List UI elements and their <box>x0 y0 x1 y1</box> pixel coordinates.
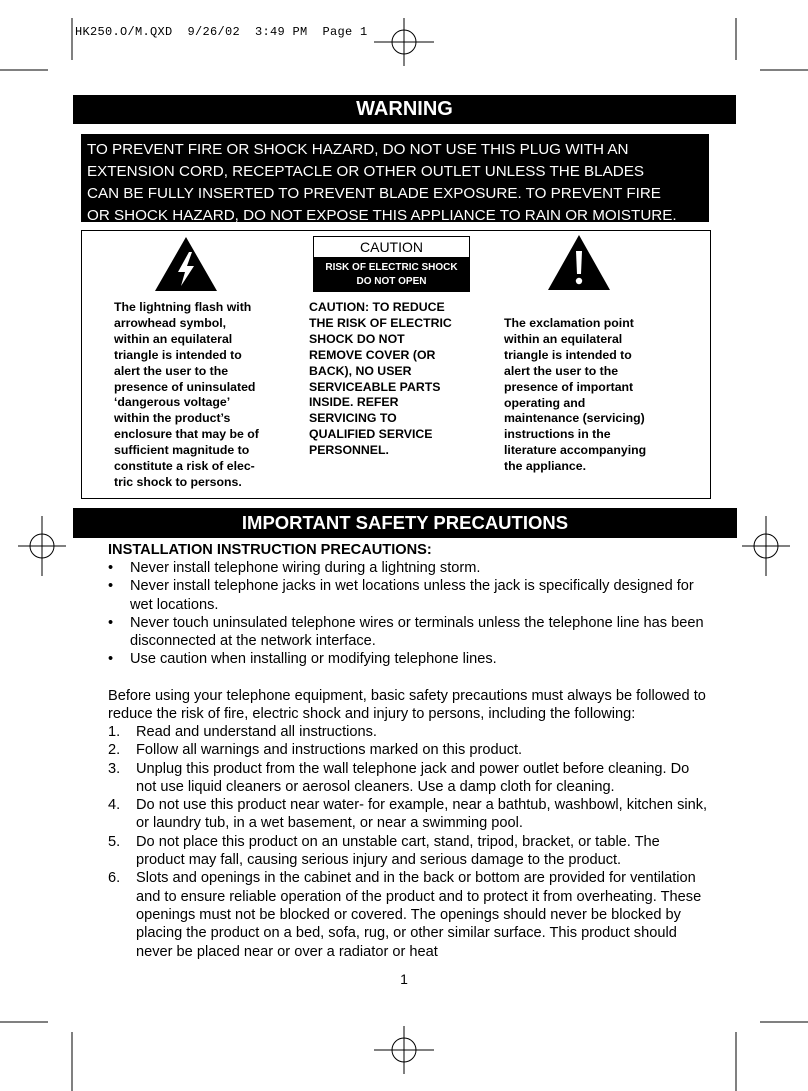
list-item <box>108 577 708 614</box>
text-line: ‘dangerous voltage’ <box>114 395 231 410</box>
text-line: The lightning flash with <box>114 300 252 314</box>
caution-strip-line: DO NOT OPEN <box>356 276 427 287</box>
warning-line: EXTENSION CORD, RECEPTACLE OR OTHER OUTLET UNLESS THE BLADES <box>87 163 644 180</box>
text-line: presence of uninsulated <box>114 379 256 394</box>
text-line: CAUTION: TO REDUCE <box>309 300 445 314</box>
text-line: instructions in the <box>504 427 611 442</box>
text-line: tric shock to persons. <box>114 474 242 489</box>
caution-label: CAUTION <box>313 236 470 258</box>
print-slug: HK250.O/M.QXD 9/26/02 3:49 PM Page 1 <box>75 25 368 39</box>
text-line: BACK), NO USER <box>309 363 412 378</box>
safety-title: IMPORTANT SAFETY PRECAUTIONS <box>73 508 737 538</box>
warning-line: OR SHOCK HAZARD, DO NOT EXPOSE THIS APPLIANCE TO RAIN OR MOISTURE. <box>87 207 677 224</box>
list-item-text: Do not use this product near water- for example, near a bathtub, washbowl, kitchen sink, or laundry tub, in a wet basement, or near a swimming pool. <box>136 797 708 832</box>
item-number: 4. <box>108 797 121 814</box>
list-item-text: Read and understand all instructions. <box>136 724 377 740</box>
caution-strip-line: RISK OF ELECTRIC SHOCK <box>325 262 458 273</box>
list-item-text: Use caution when installing or modifying telephone lines. <box>130 651 497 668</box>
list-item <box>108 741 708 759</box>
text-line: within the product’s <box>114 411 231 426</box>
text-line: PERSONNEL. <box>309 443 389 458</box>
exclamation-triangle-icon <box>547 234 611 291</box>
safety-numbered-list <box>108 723 708 961</box>
text-line: alert the user to the <box>504 363 619 378</box>
text-line: presence of important <box>504 379 634 394</box>
text-line: REMOVE COVER (OR <box>309 347 436 362</box>
warning-line: TO PREVENT FIRE OR SHOCK HAZARD, DO NOT USE THIS PLUG WITH AN <box>87 141 629 158</box>
list-item <box>108 869 708 960</box>
registration-mark-bottom <box>374 1026 434 1074</box>
list-item-text: Never install telephone wiring during a lightning storm. <box>130 560 481 576</box>
caution-strip <box>313 258 470 292</box>
item-number: 2. <box>108 742 121 759</box>
text-line: within an equilateral <box>114 331 233 346</box>
text-line: arrowhead symbol, <box>114 315 227 330</box>
text-line: QUALIFIED SERVICE <box>309 427 433 442</box>
text-line: THE RISK OF ELECTRIC <box>309 315 452 330</box>
text-line: INSIDE. REFER <box>309 395 399 410</box>
page-number: 1 <box>400 971 408 987</box>
install-heading: INSTALLATION INSTRUCTION PRECAUTIONS: <box>108 542 432 558</box>
text-line: SHOCK DO NOT <box>309 331 405 346</box>
item-number: 6. <box>108 870 121 887</box>
item-number: 1. <box>108 724 121 740</box>
text-line: operating and <box>504 395 586 410</box>
text-line: SERVICING TO <box>309 411 397 426</box>
list-item <box>108 760 708 797</box>
registration-mark-top <box>374 18 434 66</box>
list-item-text: Follow all warnings and instructions marked on this product. <box>136 742 523 759</box>
text-line: triangle is intended to <box>504 347 632 362</box>
list-item <box>108 614 708 651</box>
list-item-text: Never install telephone jacks in wet locations unless the jack is specifically designed for wet locations. <box>130 578 694 613</box>
list-item-text: Do not place this product on an unstable cart, stand, tripod, bracket, or table. The product may fall, causing serious injury and serious damage to the product. <box>136 833 660 869</box>
text-line: maintenance (servicing) <box>504 411 645 426</box>
text-line: SERVICEABLE PARTS <box>309 379 441 394</box>
text-line: within an equilateral <box>504 331 623 346</box>
registration-mark-right <box>742 516 790 576</box>
text-line: constitute a risk of elec- <box>114 459 255 474</box>
text-line: the appliance. <box>504 459 587 474</box>
lightning-description <box>114 300 284 491</box>
lightning-triangle-icon <box>154 236 218 292</box>
item-number: 3. <box>108 760 121 777</box>
bullet-marker: • <box>108 651 114 668</box>
item-number: 5. <box>108 833 121 850</box>
list-item <box>108 650 708 668</box>
registration-mark-left <box>18 516 66 576</box>
install-precautions-list <box>108 559 708 669</box>
list-item <box>108 833 708 870</box>
bullet-marker: • <box>108 578 114 595</box>
list-item-text: Never touch uninsulated telephone wires or terminals unless the telephone line has been disconnected at the network interface. <box>130 614 704 650</box>
warning-title: WARNING <box>73 95 736 124</box>
safety-intro: Before using your telephone equipment, basic safety precautions must always be followed to reduce the risk of fire, electric shock and injury to persons, including the following: <box>108 688 706 723</box>
warning-line: CAN BE FULLY INSERTED TO PREVENT BLADE EXPOSURE. TO PREVENT FIRE <box>87 185 661 202</box>
text-line: The exclamation point <box>504 316 634 330</box>
text-line: enclosure that may be of <box>114 427 259 442</box>
text-line: alert the user to the <box>114 363 229 378</box>
text-line: sufficient magnitude to <box>114 443 250 458</box>
list-item <box>108 796 708 833</box>
exclamation-description <box>504 316 674 475</box>
list-item <box>108 559 708 577</box>
warning-text-box <box>81 134 709 222</box>
text-line: triangle is intended to <box>114 347 242 362</box>
bullet-marker: • <box>108 560 114 576</box>
list-item-text: Slots and openings in the cabinet and in the back or bottom are provided for ventilation and to ensure reliable operation of the product and to protect it from overheating. These openings must not be blocked or covered. The openings should never be blocked by placing the product on a bed, sofa, rug, or other similar surface. This product should never be placed near or over a radiator or heat <box>136 870 702 960</box>
list-item-text: Unplug this product from the wall telephone jack and power outlet before cleaning. Do not use liquid cleaners or aerosol cleaners. Use a damp cloth for cleaning. <box>136 760 690 795</box>
list-item <box>108 723 708 741</box>
bullet-marker: • <box>108 614 114 631</box>
caution-description <box>309 300 479 459</box>
text-line: literature accompanying <box>504 443 647 458</box>
